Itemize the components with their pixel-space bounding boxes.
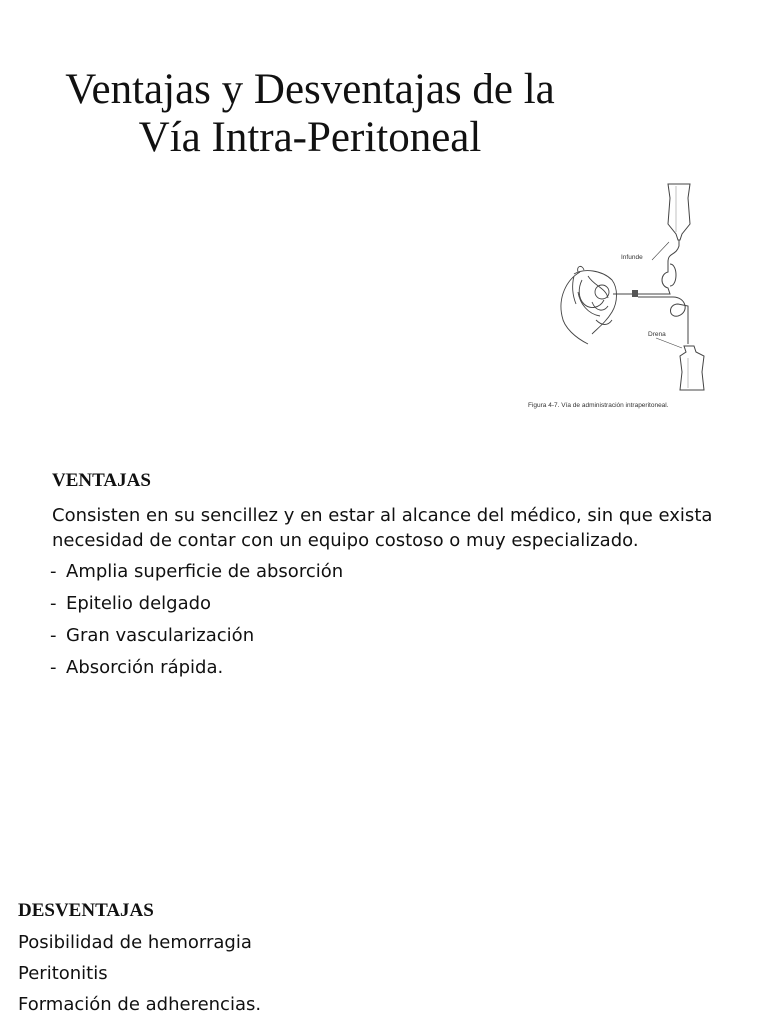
- title-line-2: Vía Intra-Peritoneal: [138, 114, 482, 161]
- title-line-1: Ventajas y Desventajas de la: [65, 66, 555, 113]
- ventajas-paragraph-line-1: Consisten en su sencillez y en estar al alcance del médico, sin que exista: [52, 505, 713, 526]
- intraperitoneal-figure: [518, 176, 720, 426]
- figure-caption: Figura 4-7. Vía de administración intraperitoneal.: [528, 402, 669, 409]
- ventajas-list: [50, 560, 343, 688]
- intraperitoneal-diagram: [518, 176, 720, 401]
- drain-label: Drena: [648, 331, 666, 338]
- dash-bullet-icon: -: [50, 625, 57, 646]
- list-item-text: Absorción rápida.: [66, 657, 224, 678]
- ventajas-paragraph: [52, 503, 712, 553]
- list-item: Posibilidad de hemorragia: [18, 932, 252, 953]
- list-item-text: Epitelio delgado: [66, 593, 212, 614]
- dash-bullet-icon: -: [50, 657, 57, 678]
- infusion-bag-icon: [668, 184, 690, 240]
- list-item-text: Amplia superficie de absorción: [66, 561, 344, 582]
- ventajas-paragraph-line-2: necesidad de contar con un equipo costoso o muy especializado.: [52, 530, 639, 551]
- list-item: Peritonitis: [18, 963, 108, 984]
- infuse-label: Infunde: [621, 254, 643, 261]
- list-item-text: Gran vascularización: [66, 625, 255, 646]
- ventajas-heading: VENTAJAS: [52, 470, 151, 491]
- list-item: [50, 656, 343, 688]
- dash-bullet-icon: -: [50, 561, 57, 582]
- list-item: [50, 624, 343, 656]
- list-item: Formación de adherencias.: [18, 994, 262, 1015]
- desventajas-heading: DESVENTAJAS: [18, 900, 154, 921]
- drain-bag-icon: [680, 346, 704, 390]
- list-item: [50, 592, 343, 624]
- desventajas-list: [18, 931, 261, 1024]
- infusion-tube: [636, 240, 679, 294]
- dash-bullet-icon: -: [50, 593, 57, 614]
- list-item: [50, 560, 343, 592]
- abdomen-sketch-icon: [561, 266, 617, 344]
- page-title: [0, 66, 620, 162]
